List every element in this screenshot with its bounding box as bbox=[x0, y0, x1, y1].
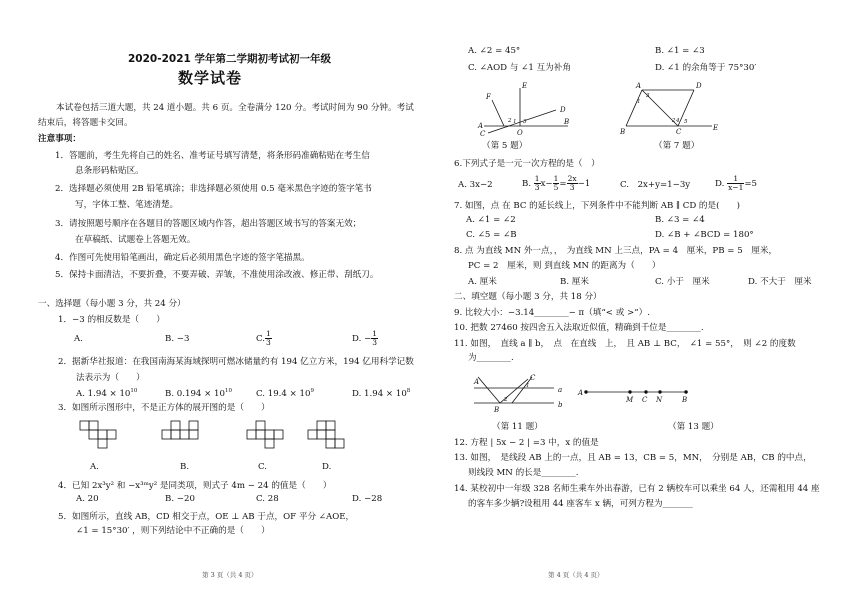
question-10: 10. 把数 27460 按四舍五入法取近似值，精确到千位是________. bbox=[454, 323, 704, 333]
question-4: 4．已知 2x³y² 和 −x³ᵐy² 是同类项，则式子 4m − 24 的值是（ ） bbox=[58, 481, 332, 491]
q5-option-a: A. ∠2 = 45° bbox=[468, 46, 521, 56]
fig5-label: 2 bbox=[508, 118, 512, 124]
intro-line-2: 结束后，将答题卡交回。 bbox=[38, 118, 133, 128]
fig7-label: 4 bbox=[676, 118, 680, 124]
question-5-cont: ∠1 = 15°30′ ，则下列结论中不正确的是（ ） bbox=[76, 526, 270, 536]
figure-13 bbox=[585, 391, 688, 394]
fig5-label: C bbox=[480, 130, 486, 138]
page-footer: 第 3 页（共 4 页） bbox=[202, 571, 258, 579]
figure-7 bbox=[626, 90, 712, 126]
q4-option-c: C. 28 bbox=[256, 494, 279, 504]
fig11-label: b bbox=[558, 401, 563, 409]
q3-option-d: D. bbox=[322, 462, 332, 472]
cube-net-c bbox=[247, 421, 283, 448]
question-14: 14. 某校初中一年级 328 名师生乘车外出春游，已有 2 辆校车可以乘坐 64 人，还需租用 44 座 bbox=[454, 484, 820, 494]
q8-option-c: C. 小于 厘米 bbox=[655, 277, 710, 287]
fig5-label: 3 bbox=[523, 119, 527, 125]
question-14-cont: 的客车多少辆?设租用 44 座客车 x 辆，可列方程为_______ bbox=[468, 499, 693, 509]
fig13-label: A bbox=[578, 389, 584, 397]
figure-7-caption: （第 7 题） bbox=[654, 141, 700, 151]
fig7-label: B bbox=[620, 128, 626, 136]
notice-line: 在草稿纸、试题卷上答题无效。 bbox=[75, 235, 196, 245]
fig7-label: C bbox=[676, 128, 682, 136]
fig5-label: B bbox=[564, 118, 570, 126]
fig11-label: a bbox=[558, 386, 563, 394]
notice-line: 1．答题前，考生先将自己的姓名、准考证号填写清楚，将条形码准确粘贴在考生信 bbox=[55, 151, 370, 161]
question-8: 8. 点 为直线 MN 外一点，， 为直线 MN 上三点，PA = 4 厘米，PB = 5 厘米， bbox=[454, 246, 778, 256]
notice-heading: 注意事项： bbox=[38, 134, 81, 144]
question-13: 13. 如图， 是线段 AB 上的一点，且 AB = 13，CB = 5，MN， 分别是 AB，CB 的中点， bbox=[454, 453, 812, 463]
fig5-label: E bbox=[522, 82, 528, 90]
fig13-label: B bbox=[682, 396, 688, 404]
q4-option-b: B. −20 bbox=[165, 494, 195, 504]
question-6: 6.下列式子是一元一次方程的是（ ） bbox=[454, 159, 600, 169]
exam-page-4 bbox=[430, 0, 860, 607]
fig13-label: N bbox=[656, 396, 663, 404]
q2-option-d: D. $1.94 \times 10^8$ bbox=[352, 388, 411, 399]
q7-option-a: A. ∠1 = ∠2 bbox=[466, 215, 516, 225]
q3-option-a: A. bbox=[90, 462, 99, 472]
q7-option-d: D. ∠B + ∠BCD = 180° bbox=[655, 230, 754, 240]
q5-option-c: C. ∠AOD 与 ∠1 互为补角 bbox=[468, 63, 571, 73]
figure-5-caption: （第 5 题） bbox=[482, 141, 528, 151]
question-13-cont: 则线段 MN 的长是________. bbox=[468, 468, 579, 478]
q6-option-b: B. $\frac{1}{3}$ x− $\frac{1}{5}$ = $\frac{2x}{3}$ −1 bbox=[522, 174, 591, 192]
question-9: 9. 比较大小：−3.14________− π（填“< 或 >”）. bbox=[454, 308, 650, 318]
fig7-label: 2 bbox=[672, 118, 676, 124]
q7-option-c: C. ∠5 = ∠B bbox=[466, 230, 517, 240]
fig11-label: 1 bbox=[526, 383, 530, 389]
q2-option-b: B. $0.194 \times 10^{10}$ bbox=[165, 388, 232, 399]
q5-option-d: D. ∠1 的余角等于 75°30′ bbox=[655, 63, 757, 73]
notice-line: 息条形码粘贴区。 bbox=[75, 166, 144, 176]
q1-option-b: B. −3 bbox=[165, 334, 190, 344]
fig7-label: A bbox=[636, 82, 642, 90]
figure-5 bbox=[430, 0, 860, 607]
cube-net-d bbox=[308, 421, 344, 448]
fig7-label: 5 bbox=[684, 119, 688, 125]
q8-option-a: A. 厘米 bbox=[468, 277, 497, 287]
question-3: 3．如图所示图形中，不是正方体的展开图的是（ ） bbox=[58, 403, 270, 413]
section-2-heading: 二、填空题（每小题 3 分，共 18 分） bbox=[454, 292, 602, 302]
q6-option-d: D. $\frac{1}{x-1}$ =5 bbox=[715, 174, 758, 192]
cube-net-b bbox=[162, 421, 198, 439]
exam-subtitle: 数学试卷 bbox=[178, 69, 243, 87]
notice-line: 3．请按照题号顺序在各题目的答题区域内作答，超出答题区域书写的答案无效； bbox=[55, 219, 362, 229]
fig5-label: O bbox=[517, 129, 523, 137]
q3-option-b: B. bbox=[180, 462, 190, 472]
notice-line: 写，字体工整、笔迹清楚。 bbox=[75, 200, 179, 210]
fig7-label: D bbox=[696, 82, 702, 90]
question-12: 12. 方程 | 5x − 2 | =3 中，x 的值是 bbox=[454, 438, 599, 448]
q3-option-c: C. bbox=[258, 462, 268, 472]
fig11-label: A bbox=[474, 378, 480, 386]
fig5-label: D bbox=[560, 106, 566, 114]
figure-11-caption: （第 11 题） bbox=[492, 422, 543, 432]
question-2: 2．据新华社报道：在我国南海某海域探明可燃冰储量约有 194 亿立方米，194 亿用科学记数 bbox=[58, 357, 414, 367]
fig5-label: 1 bbox=[513, 119, 517, 125]
q2-option-c: C. $19.4 \times 10^9$ bbox=[256, 388, 314, 399]
notice-line: 4．作图可先使用铅笔画出，确定后必须用黑色字迹的签字笔描黑。 bbox=[55, 253, 310, 263]
q5-option-b: B. ∠1 = ∠3 bbox=[655, 46, 705, 56]
section-1-heading: 一、选择题（每小题 3 分，共 24 分） bbox=[38, 299, 186, 309]
q1-option-a: A. bbox=[74, 334, 83, 344]
fig5-label: F bbox=[486, 93, 491, 101]
notice-line: 2．选择题必须使用 2B 铅笔填涂；非选择题必须使用 0.5 毫米黑色字迹的签字笔书 bbox=[55, 184, 372, 194]
question-1: 1．−3 的相反数是（ ） bbox=[58, 315, 165, 325]
q6-option-a: A. 3x−2 bbox=[458, 180, 493, 190]
question-7: 7. 如图，点 在 BC 的延长线上，下列条件中不能判断 AB ∥ CD 的是( ) bbox=[454, 201, 741, 211]
q4-option-d: D. −28 bbox=[352, 494, 383, 504]
question-2-cont: 法表示为（ ） bbox=[76, 373, 145, 383]
intro-line-1: 本试卷包括三道大题，共 24 道小题。共 6 页。全卷满分 120 分。考试时间为 90 分钟。考试 bbox=[56, 103, 414, 113]
fig11-label: C bbox=[530, 374, 536, 382]
page-footer: 第 4 页（共 4 页） bbox=[548, 571, 604, 579]
fig13-label: M bbox=[626, 396, 634, 404]
fig13-label: C bbox=[642, 396, 648, 404]
question-8-cont: PC = 2 厘米，则 到直线 MN 的距离为（ ） bbox=[468, 261, 661, 271]
figure-13-caption: （第 13 题） bbox=[668, 422, 719, 432]
question-11-cont: 为________. bbox=[468, 353, 514, 363]
fig11-label: 2 bbox=[504, 397, 508, 403]
q7-option-b: B. ∠3 = ∠4 bbox=[655, 215, 705, 225]
question-11: 11. 如图， 直线 a ∥ b， 点 在直线 上， 且 AB ⊥ BC， ∠1 = 55°， 则 ∠2 的度数 bbox=[454, 339, 796, 349]
fig5-label: A bbox=[478, 122, 484, 130]
q1-option-c: C. $\frac{1}{3}$ bbox=[256, 329, 271, 347]
q6-option-c: C. 2x+y=1−3y bbox=[620, 180, 691, 190]
fig7-label: 3 bbox=[646, 93, 650, 99]
q2-option-a: A. $1.94 \times 10^{10}$ bbox=[76, 388, 138, 399]
notice-line: 5．保持卡面清洁，不要折叠，不要弄破、弄皱，不准使用涂改液、修正带、刮纸刀。 bbox=[55, 270, 379, 280]
question-5: 5．如图所示，直线 AB，CD 相交于点，OE ⊥ AB 于点，OF 平分 ∠AOE， bbox=[58, 512, 355, 522]
fig7-label: E bbox=[713, 124, 719, 132]
q8-option-b: B. 厘米 bbox=[560, 277, 589, 287]
q1-option-d: D. − $\frac{1}{3}$ bbox=[352, 329, 378, 347]
fig11-label: B bbox=[494, 406, 500, 414]
q8-option-d: D. 不大于 厘米 bbox=[748, 277, 812, 287]
figure-11 bbox=[474, 377, 554, 403]
cube-net-a bbox=[80, 421, 116, 448]
exam-title: 2020-2021 学年第二学期初考试初一年级 bbox=[128, 53, 331, 65]
fig7-label: 1 bbox=[637, 99, 641, 105]
q4-option-a: A. 20 bbox=[76, 494, 99, 504]
